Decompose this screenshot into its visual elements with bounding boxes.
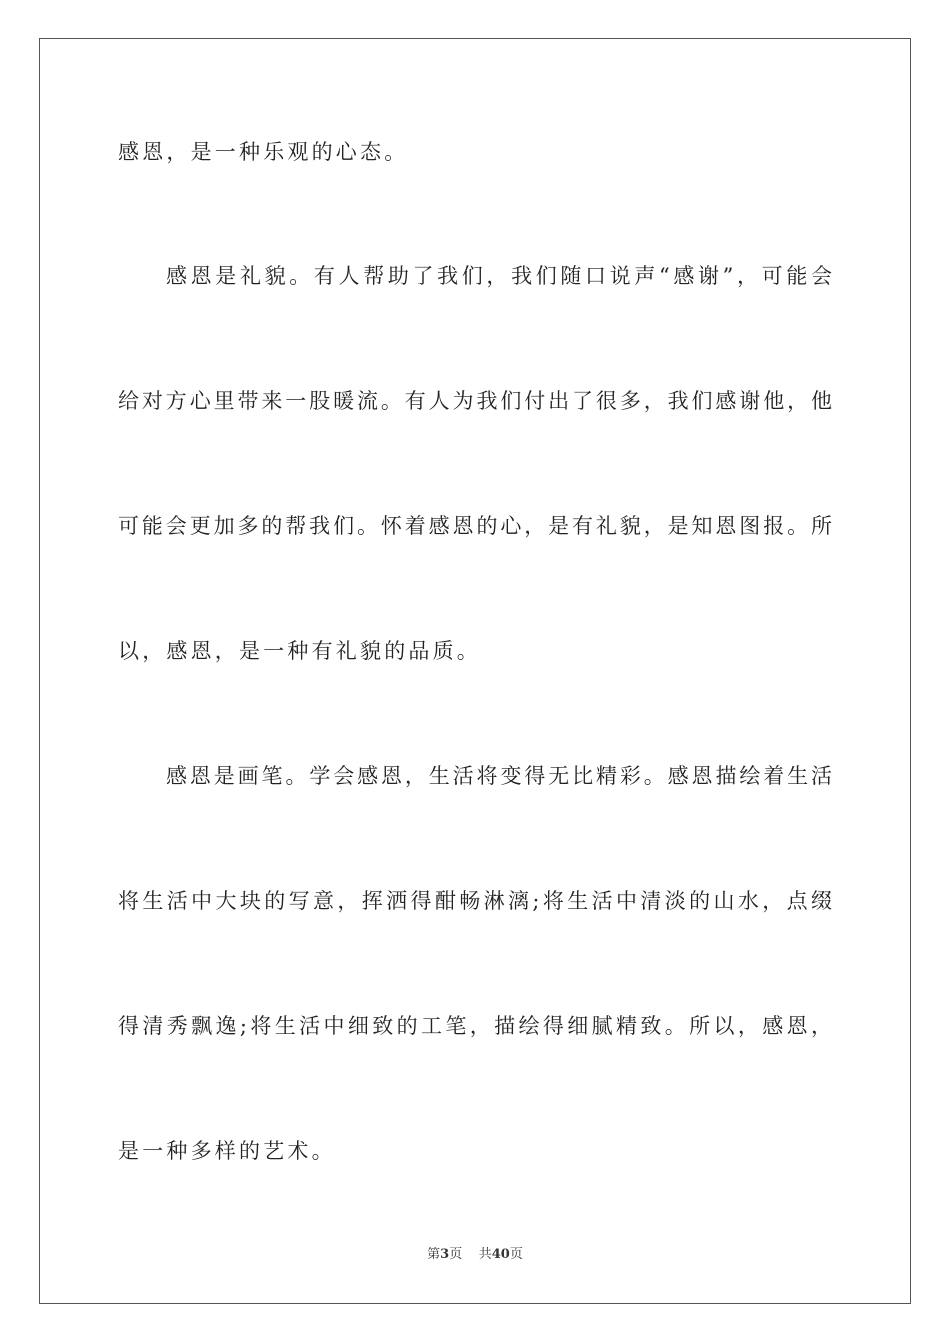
footer-total-suffix: 页: [509, 1247, 523, 1262]
page-border: [39, 38, 911, 1304]
paragraph-line-3: 给对方心里带来一股暖流。有人为我们付出了很多，我们感谢他，他: [118, 389, 832, 413]
footer-page-suffix: 页: [449, 1247, 463, 1262]
paragraph-line-6: 感恩是画笔。学会感恩，生活将变得无比精彩。感恩描绘着生活: [166, 764, 832, 788]
paragraph-line-4: 可能会更加多的帮我们。怀着感恩的心，是有礼貌，是知恩图报。所: [118, 514, 832, 538]
text-line-1: 感恩，是一种乐观的心态。: [118, 140, 409, 164]
paragraph-line-7: 将生活中大块的写意，挥洒得酣畅淋漓;将生活中清淡的山水，点缀: [118, 889, 832, 913]
footer-total-prefix: 共: [478, 1247, 492, 1262]
page-footer: [0, 1246, 950, 1264]
paragraph-line-2: 感恩是礼貌。有人帮助了我们，我们随口说声“感谢”，可能会: [166, 264, 832, 288]
paragraph-line-9: 是一种多样的艺术。: [118, 1139, 336, 1163]
paragraph-line-5: 以，感恩，是一种有礼貌的品质。: [118, 639, 481, 663]
footer-total-pages: 40: [491, 1247, 510, 1262]
paragraph-line-8: 得清秀飘逸;将生活中细致的工笔，描绘得细腻精致。所以，感恩，: [118, 1014, 832, 1038]
footer-page-number: 3: [440, 1247, 450, 1262]
footer-page-prefix: 第: [427, 1247, 441, 1262]
